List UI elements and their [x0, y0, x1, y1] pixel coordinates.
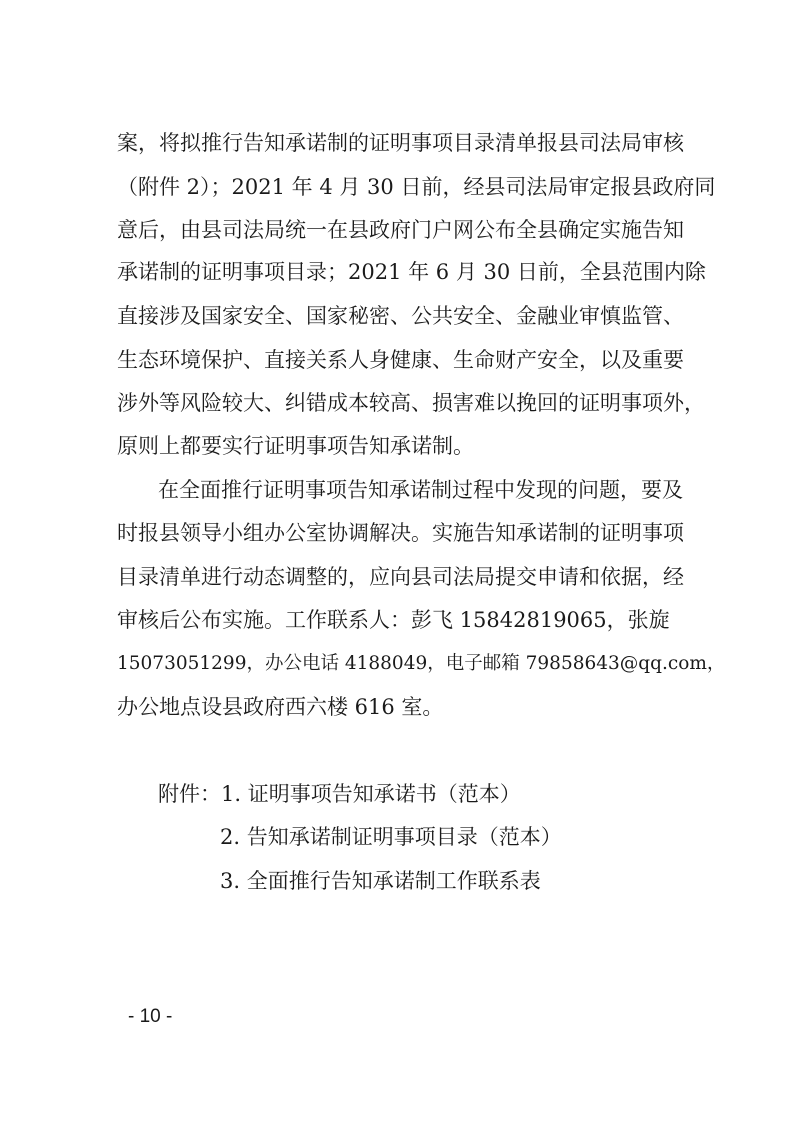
paragraph2-line-6: 办公地点设县政府西六楼 616 室。 [117, 695, 444, 719]
paragraph2-line-2: 时报县领导小组办公室协调解决。实施告知承诺制的证明事项 [117, 521, 684, 545]
attachment-line-3: 3. 全面推行告知承诺制工作联系表 [220, 869, 541, 893]
paragraph2-line-3: 目录清单进行动态调整的，应向县司法局提交申请和依据，经 [117, 565, 684, 589]
paragraph1-line-4: 承诺制的证明事项目录；2021 年 6 月 30 日前，全县范围内除 [117, 260, 706, 284]
page-number: - 10 - [128, 1006, 173, 1027]
paragraph1-line-3: 意后，由县司法局统一在县政府门户网公布全县确定实施告知 [117, 218, 684, 242]
paragraph1-line-8: 原则上都要实行证明事项告知承诺制。 [117, 434, 474, 458]
paragraph1-line-7: 涉外等风险较大、纠错成本较高、损害难以挽回的证明事项外， [117, 391, 705, 415]
attachment-line-1: 附件：1. 证明事项告知承诺书（范本） [158, 782, 521, 806]
paragraph2-line-1: 在全面推行证明事项告知承诺制过程中发现的问题，要及 [158, 478, 683, 502]
paragraph2-line-5: 15073051299，办公电话 4188049，电子邮箱 79858643@qq.com， [117, 653, 726, 674]
paragraph1-line-1: 案，将拟推行告知承诺制的证明事项目录清单报县司法局审核 [117, 131, 684, 155]
paragraph2-line-4: 审核后公布实施。工作联系人：彭飞 15842819065，张旋 [117, 608, 670, 632]
attachment-line-2: 2. 告知承诺制证明事项目录（范本） [220, 825, 562, 849]
paragraph1-line-2: （附件 2）；2021 年 4 月 30 日前，经县司法局审定报县政府同 [117, 175, 716, 199]
paragraph1-line-6: 生态环境保护、直接关系人身健康、生命财产安全，以及重要 [117, 348, 684, 372]
paragraph1-line-5: 直接涉及国家安全、国家秘密、公共安全、金融业审慎监管、 [117, 304, 684, 328]
